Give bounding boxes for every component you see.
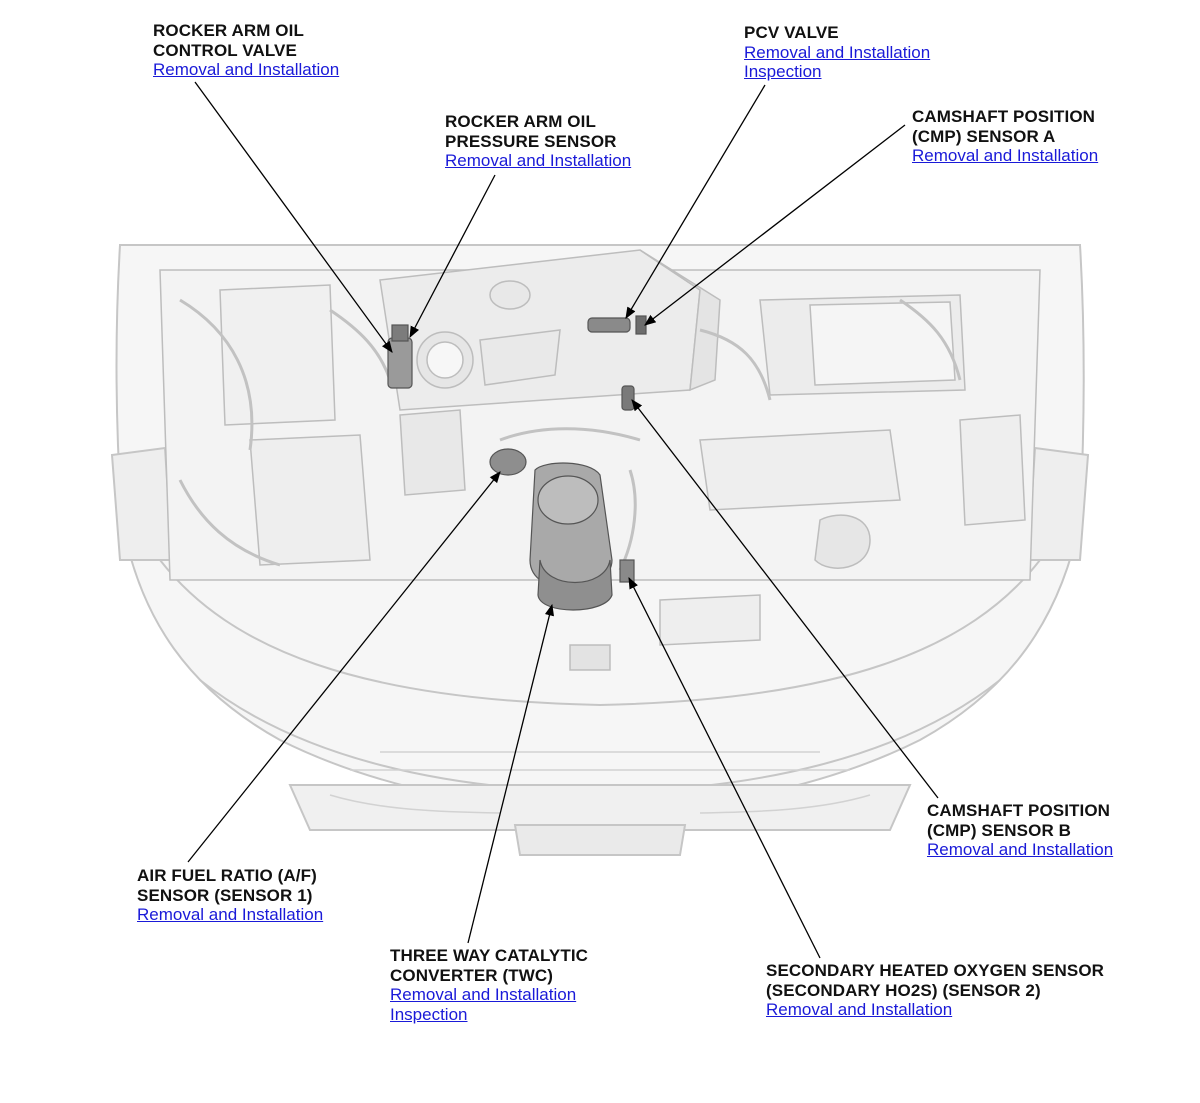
- removal-installation-link[interactable]: Removal and Installation: [927, 840, 1114, 859]
- callout-title: SECONDARY HEATED OXYGEN SENSOR (SECONDARY HO2S) (SENSOR 2): [766, 961, 1105, 1000]
- callout-title: CAMSHAFT POSITION (CMP) SENSOR A: [912, 107, 1096, 146]
- removal-installation-link[interactable]: Removal and Installation: [744, 42, 931, 62]
- callout-cmp-sensor-a: [912, 107, 1098, 166]
- removal-installation-link[interactable]: Removal and Installation: [153, 60, 340, 79]
- callout-title: THREE WAY CATALYTIC CONVERTER (TWC): [390, 946, 589, 985]
- callout-rocker-arm-oil-control-valve: [153, 21, 339, 80]
- callout-secondary-ho2s: [766, 961, 1104, 1020]
- callout-air-fuel-ratio-sensor: [137, 866, 323, 925]
- inspection-link[interactable]: Inspection: [744, 62, 822, 81]
- removal-installation-link[interactable]: Removal and Installation: [390, 985, 577, 1004]
- callout-title: PCV VALVE: [744, 23, 839, 42]
- removal-installation-link[interactable]: Removal and Installation: [137, 905, 324, 924]
- callout-title: ROCKER ARM OIL CONTROL VALVE: [153, 21, 304, 60]
- removal-installation-link[interactable]: Removal and Installation: [912, 146, 1099, 165]
- callout-pcv-valve: [744, 23, 930, 82]
- removal-installation-link[interactable]: Removal and Installation: [445, 151, 632, 170]
- callout-rocker-arm-oil-pressure-sensor: [445, 112, 631, 171]
- callout-title: ROCKER ARM OIL PRESSURE SENSOR: [445, 112, 617, 151]
- callout-title: CAMSHAFT POSITION (CMP) SENSOR B: [927, 801, 1111, 840]
- removal-installation-link[interactable]: Removal and Installation: [766, 1000, 953, 1019]
- callout-title: AIR FUEL RATIO (A/F) SENSOR (SENSOR 1): [137, 866, 317, 905]
- inspection-link[interactable]: Inspection: [390, 1004, 468, 1024]
- callout-cmp-sensor-b: [927, 801, 1113, 860]
- callout-three-way-catalytic-converter: [390, 946, 588, 1024]
